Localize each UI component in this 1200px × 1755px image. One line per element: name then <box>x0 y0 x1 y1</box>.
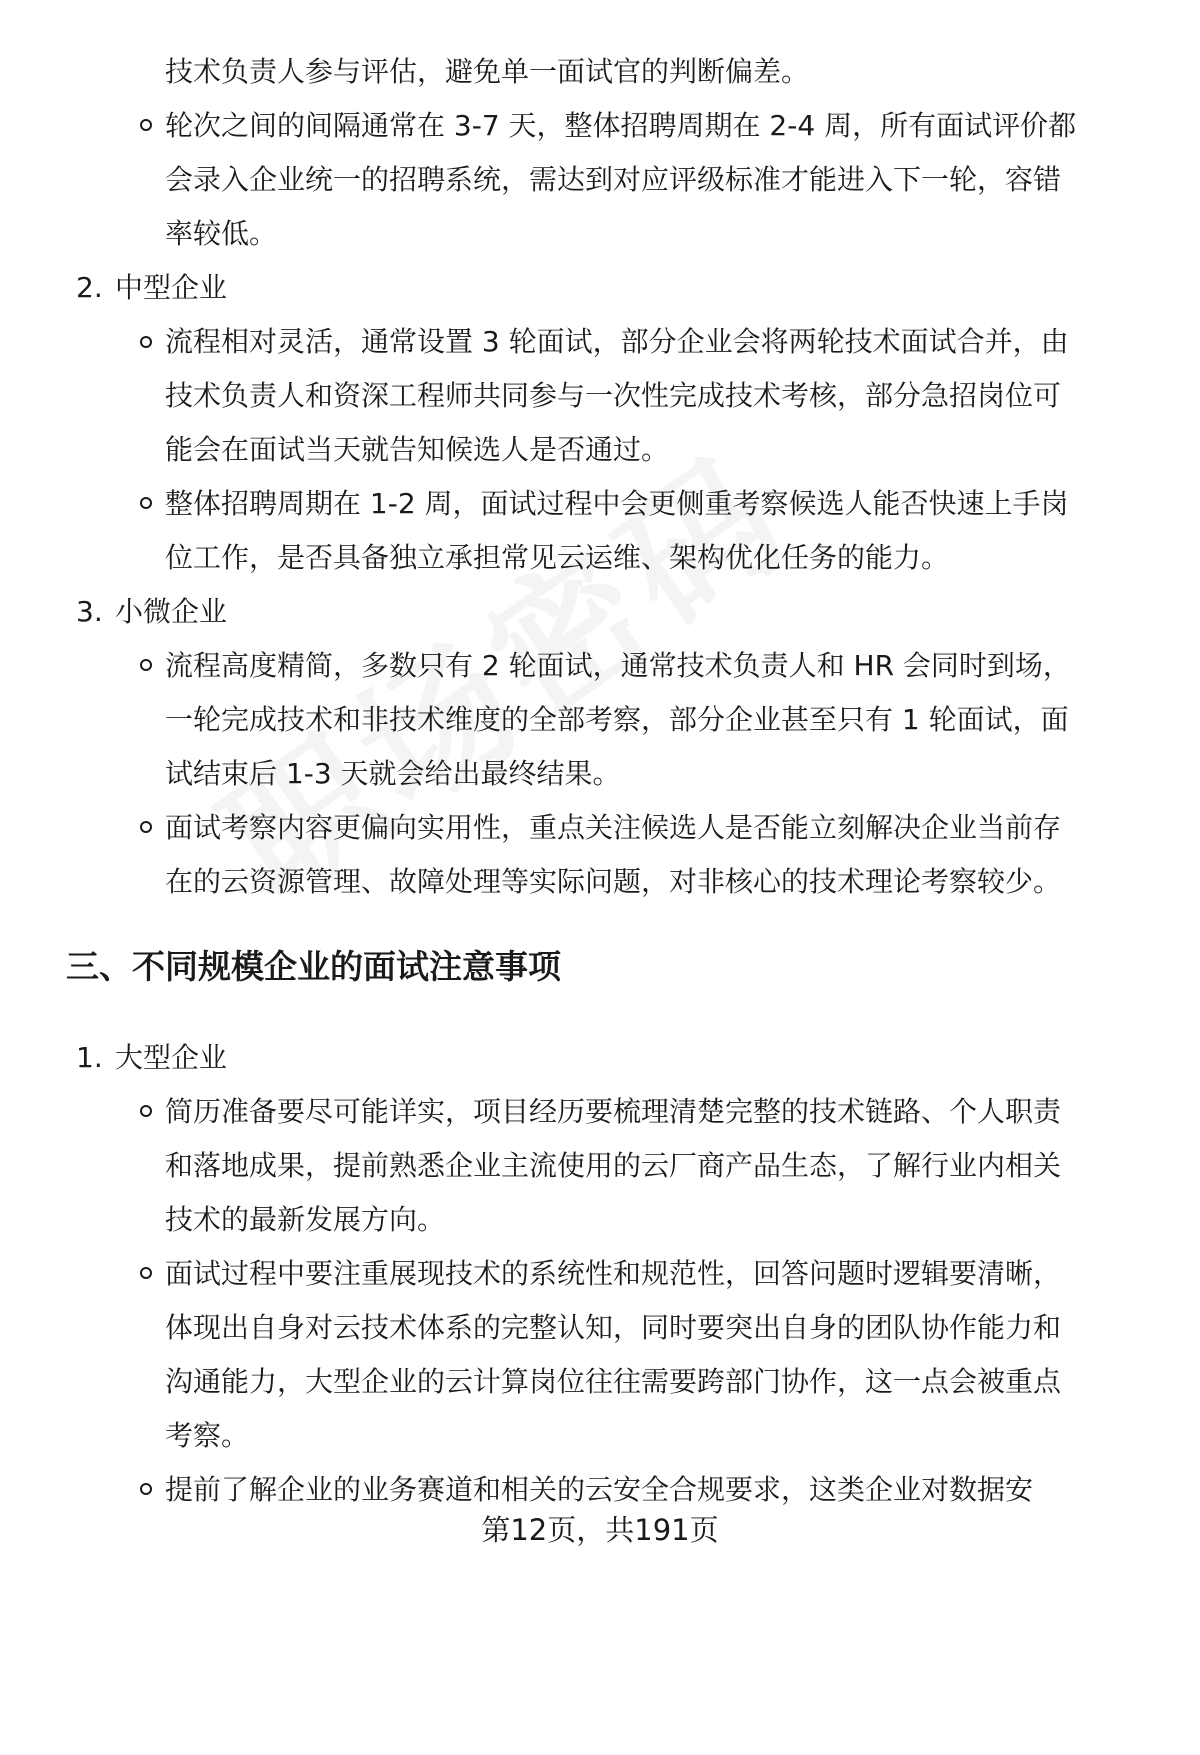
bullet-marker <box>140 119 152 131</box>
bullet-line: 能会在面试当天就告知候选人是否通过。 <box>165 433 670 466</box>
bullet-marker <box>140 497 152 509</box>
bullet-line: 一轮完成技术和非技术维度的全部考察，部分企业甚至只有 1 轮面试，面 <box>165 703 1069 736</box>
bullet-line: 简历准备要尽可能详实，项目经历要梳理清楚完整的技术链路、个人职责 <box>165 1095 1062 1128</box>
bullet-line: 率较低。 <box>165 217 278 250</box>
bullet-marker <box>140 821 152 833</box>
list-number: 2. <box>76 271 103 304</box>
bullet-marker <box>140 1267 152 1279</box>
bullet-line: 和落地成果，提前熟悉企业主流使用的云厂商产品生态，了解行业内相关 <box>165 1149 1062 1182</box>
list-number: 1. <box>76 1041 103 1074</box>
bullet-line: 位工作，是否具备独立承担常见云运维、架构优化任务的能力。 <box>165 541 950 574</box>
bullet-line: 在的云资源管理、故障处理等实际问题，对非核心的技术理论考察较少。 <box>165 865 1062 898</box>
list-item-title: 中型企业 <box>115 271 228 304</box>
bullet-line: 流程相对灵活，通常设置 3 轮面试，部分企业会将两轮技术面试合并，由 <box>165 325 1069 358</box>
bullet-line: 面试过程中要注重展现技术的系统性和规范性，回答问题时逻辑要清晰， <box>165 1257 1062 1290</box>
section-heading: 三、不同规模企业的面试注意事项 <box>66 947 561 986</box>
list-item-title: 大型企业 <box>115 1041 228 1074</box>
bullet-marker <box>140 336 152 348</box>
bullet-line: 考察。 <box>165 1419 250 1452</box>
bullet-marker <box>140 1483 152 1495</box>
bullet-line: 流程高度精简，多数只有 2 轮面试，通常技术负责人和 HR 会同时到场， <box>165 649 1071 682</box>
bullet-line: 整体招聘周期在 1-2 周，面试过程中会更侧重考察候选人能否快速上手岗 <box>165 487 1069 520</box>
bullet-marker <box>140 659 152 671</box>
continuation-line: 技术负责人参与评估，避免单一面试官的判断偏差。 <box>165 55 810 88</box>
bullet-line: 体现出自身对云技术体系的完整认知，同时要突出自身的团队协作能力和 <box>165 1311 1062 1344</box>
bullet-line: 试结束后 1-3 天就会给出最终结果。 <box>165 757 621 790</box>
bullet-line: 沟通能力，大型企业的云计算岗位往往需要跨部门协作，这一点会被重点 <box>165 1365 1062 1398</box>
page-number-footer: 第12页，共191页 <box>481 1513 719 1547</box>
bullet-line: 会录入企业统一的招聘系统，需达到对应评级标准才能进入下一轮，容错 <box>165 163 1062 196</box>
bullet-line: 轮次之间的间隔通常在 3-7 天，整体招聘周期在 2-4 周，所有面试评价都 <box>165 109 1077 142</box>
bullet-line: 技术的最新发展方向。 <box>165 1203 446 1236</box>
bullet-marker <box>140 1105 152 1117</box>
list-item-title: 小微企业 <box>115 595 228 628</box>
bullet-line: 提前了解企业的业务赛道和相关的云安全合规要求，这类企业对数据安 <box>165 1473 1034 1506</box>
bullet-line: 技术负责人和资深工程师共同参与一次性完成技术考核，部分急招岗位可 <box>165 379 1062 412</box>
bullet-line: 面试考察内容更偏向实用性，重点关注候选人是否能立刻解决企业当前存 <box>165 811 1062 844</box>
list-number: 3. <box>76 595 103 628</box>
